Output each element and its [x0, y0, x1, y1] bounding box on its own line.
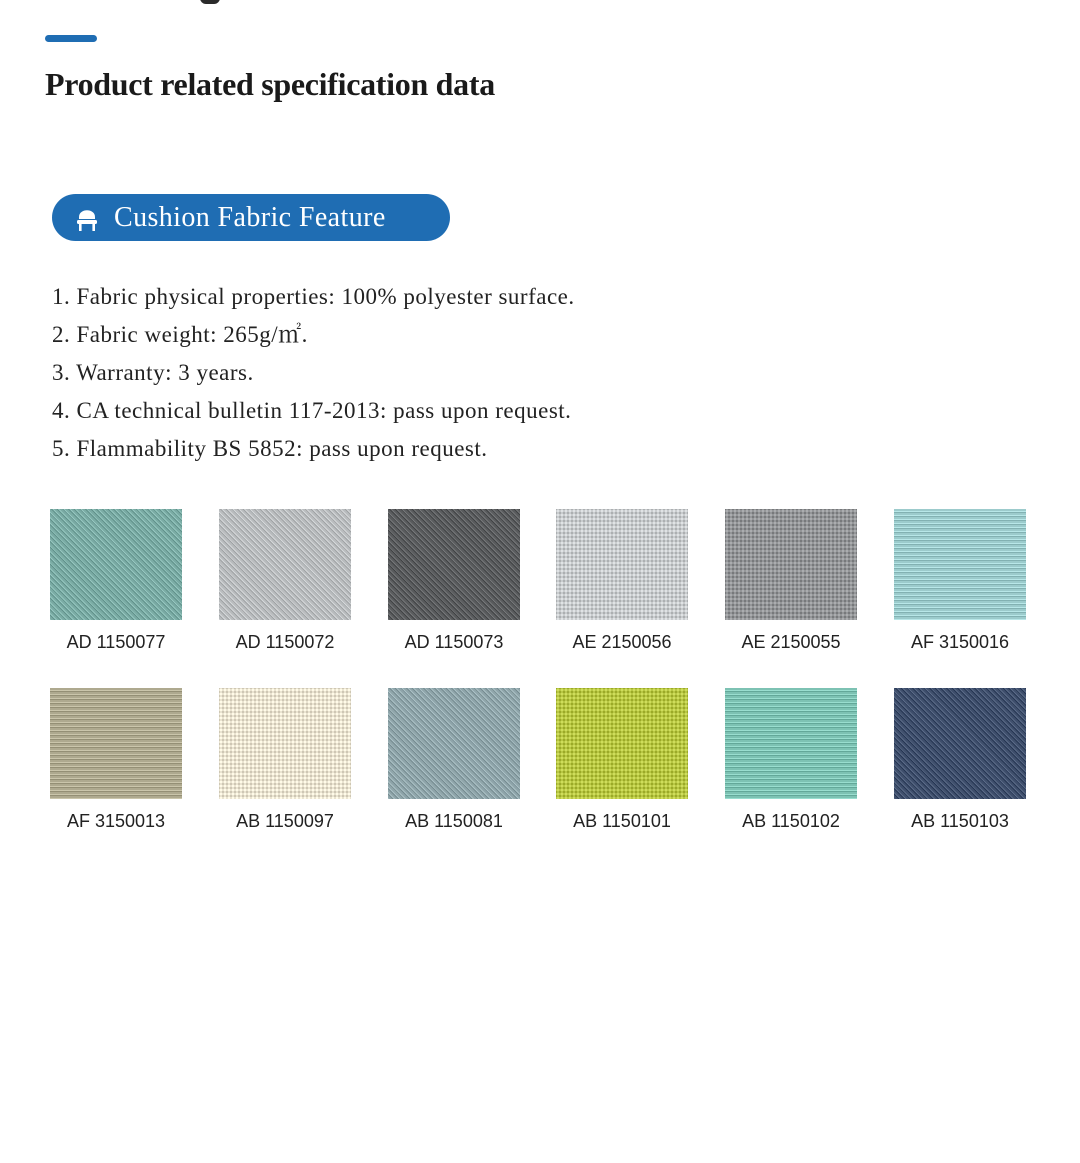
fabric-swatch-code: AB 1150102 [742, 811, 840, 831]
fabric-swatch-code: AF 3150016 [910, 632, 1010, 652]
chair-icon [74, 204, 100, 232]
fabric-swatch-code: AD 1150072 [235, 632, 335, 652]
fabric-swatch [556, 509, 688, 653]
heading-fragment [200, 0, 220, 4]
fabric-swatch [725, 509, 857, 653]
fabric-swatch-code: AB 1150097 [236, 811, 334, 831]
fabric-swatch-code: AB 1150103 [911, 811, 1009, 831]
fabric-swatch [219, 688, 351, 832]
fabric-swatch-code: AD 1150077 [66, 632, 166, 652]
fabric-swatch-code: AD 1150073 [404, 632, 504, 652]
fabric-swatch [894, 509, 1026, 653]
fabric-swatch [894, 688, 1026, 832]
fabric-swatch-image [388, 688, 520, 799]
fabric-swatch [219, 509, 351, 653]
fabric-swatch-code: AB 1150081 [405, 811, 503, 831]
fabric-swatch-image [219, 688, 351, 799]
fabric-swatch-image [50, 688, 182, 799]
fabric-swatch-code: AB 1150101 [573, 811, 671, 831]
fabric-swatch-image [894, 688, 1026, 799]
fabric-swatch [725, 688, 857, 832]
fabric-swatch-image [50, 509, 182, 620]
feature-item: 2. Fabric weight: 265g/㎡. [52, 322, 308, 347]
fabric-swatch-image [556, 509, 688, 620]
feature-item: 5. Flammability BS 5852: pass upon request. [52, 436, 488, 461]
feature-list [52, 278, 575, 468]
fabric-swatch [50, 688, 182, 832]
fabric-swatch [388, 509, 520, 653]
fabric-swatch-code: AF 3150013 [66, 811, 166, 831]
fabric-swatch-image [894, 509, 1026, 620]
page-title: Product related specification data [45, 66, 495, 102]
title-accent-bar [45, 35, 97, 42]
fabric-swatch-image [556, 688, 688, 799]
feature-item: 1. Fabric physical properties: 100% polyester surface. [52, 284, 575, 309]
fabric-swatch-image [725, 688, 857, 799]
fabric-swatch [556, 688, 688, 832]
fabric-swatch-image [725, 509, 857, 620]
feature-section-badge [52, 194, 450, 241]
fabric-swatch [50, 509, 182, 653]
fabric-swatch-image [388, 509, 520, 620]
feature-section-title: Cushion Fabric Feature [114, 201, 386, 233]
feature-item: 3. Warranty: 3 years. [52, 360, 254, 385]
fabric-swatch-code: AE 2150055 [741, 632, 841, 652]
fabric-swatch-code: AE 2150056 [572, 632, 672, 652]
fabric-swatch-image [219, 509, 351, 620]
fabric-swatch [388, 688, 520, 832]
feature-item: 4. CA technical bulletin 117-2013: pass upon request. [52, 398, 572, 423]
